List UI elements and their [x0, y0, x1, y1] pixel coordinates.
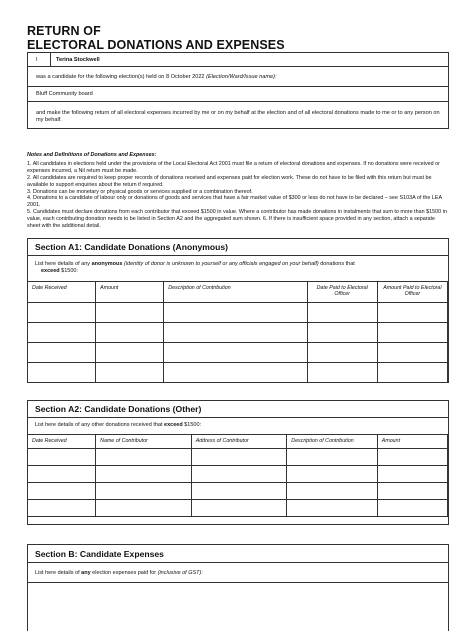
section-b: [27, 544, 449, 631]
table-cell[interactable]: [28, 500, 96, 517]
election-name-field[interactable]: Bluff Community board: [36, 91, 93, 97]
table-row: [28, 343, 448, 363]
table-cell[interactable]: [287, 449, 378, 466]
table-cell[interactable]: [377, 323, 447, 343]
table-cell[interactable]: [96, 449, 192, 466]
table-cell[interactable]: [377, 363, 447, 383]
table-row: [28, 466, 448, 483]
election-name-row: [28, 87, 448, 102]
column-header: Description of Contribution: [164, 282, 307, 303]
table-cell[interactable]: [96, 303, 164, 323]
table-cell[interactable]: [28, 363, 96, 383]
pronoun-label: I: [28, 53, 51, 66]
section-a2-description: List here details of any other donations received that exceed $1500:: [35, 422, 202, 428]
table-cell[interactable]: [287, 466, 378, 483]
table-row: [28, 500, 448, 517]
section-a1-description: List here details of any anonymous (identity of donor is unknown to yourself or any officials engaged on your behalf) donations that exceed $1500:: [35, 261, 355, 274]
table-cell[interactable]: [96, 323, 164, 343]
table-cell[interactable]: [28, 303, 96, 323]
candidate-text: was a candidate for the following election(s) held on 8 October 2022: [36, 73, 207, 80]
candidate-name-row: [28, 53, 448, 67]
election-hint: (Election/Ward/Issue name):: [206, 73, 277, 80]
table-cell[interactable]: [191, 483, 287, 500]
table-row: [28, 303, 448, 323]
table-row: [28, 363, 448, 383]
table-cell[interactable]: [164, 323, 307, 343]
document-title: [27, 24, 285, 52]
section-b-divider: [28, 582, 448, 583]
candidate-header-box: [27, 52, 449, 129]
table-cell[interactable]: [287, 483, 378, 500]
table-cell[interactable]: [96, 483, 192, 500]
table-row: [28, 323, 448, 343]
notes-section: [27, 152, 447, 230]
table-cell[interactable]: [164, 363, 307, 383]
column-header: Date Received: [28, 282, 96, 303]
section-a1: [27, 238, 449, 383]
column-header: Name of Contributor: [96, 435, 192, 449]
table-cell[interactable]: [307, 323, 377, 343]
note-item: 5. Candidates must declare donations from each contributor that exceed $1500 in value. Where a contributor has made donations in instalments that sum to more than $1500 in value, each contributing donation needs to be listed in Section A2 and the aggregated sum shown. 6. If there is insufficient space provided in any section, attach a separate sheet with the additional detail.: [27, 209, 447, 230]
table-cell[interactable]: [191, 466, 287, 483]
table-cell[interactable]: [28, 483, 96, 500]
table-cell[interactable]: [28, 449, 96, 466]
table-cell[interactable]: [377, 466, 447, 483]
table-cell[interactable]: [307, 363, 377, 383]
table-cell[interactable]: [96, 343, 164, 363]
section-a2: [27, 400, 449, 525]
candidate-name-field[interactable]: Terina Stockwell: [56, 56, 100, 63]
table-row: [28, 483, 448, 500]
note-item: 4. Donations to a candidate of labour only or donations of goods and services that have a fair market value of $300 or less do not have to be declared – see S103A of the LEA 2001.: [27, 195, 442, 209]
table-cell[interactable]: [96, 466, 192, 483]
column-header: Date Paid to Electoral Officer: [307, 282, 377, 303]
section-b-title: Section B: Candidate Expenses: [28, 545, 448, 563]
title-line-1: RETURN OF: [27, 24, 101, 38]
table-cell[interactable]: [28, 466, 96, 483]
candidate-election-row: [28, 67, 448, 87]
notes-heading: Notes and Definitions of Donations and Expenses:: [27, 152, 157, 158]
table-cell[interactable]: [28, 323, 96, 343]
table-cell[interactable]: [377, 303, 447, 323]
table-cell[interactable]: [28, 343, 96, 363]
column-header: Address of Contributor: [191, 435, 287, 449]
table-cell[interactable]: [377, 500, 447, 517]
column-header: Amount: [96, 282, 164, 303]
note-item: 1. All candidates in elections held under the provisions of the Local Electoral Act 2001 must file a return of electoral donations and expenses. If no donations were received or expenses incurred, a Nil return must be made.: [27, 160, 440, 174]
section-a1-table: [27, 281, 448, 383]
table-cell[interactable]: [377, 483, 447, 500]
return-statement: and make the following return of all electoral expenses incurred by me or on my behalf at the election and of all electoral donations made to me or to any person on my behalf.: [36, 110, 440, 124]
column-header: Date Received: [28, 435, 96, 449]
section-a1-title: Section A1: Candidate Donations (Anonymous): [28, 239, 448, 256]
column-header: Amount Paid to Electoral Officer: [377, 282, 447, 303]
table-cell[interactable]: [307, 343, 377, 363]
table-cell[interactable]: [287, 500, 378, 517]
column-header: Amount: [377, 435, 447, 449]
section-a2-title: Section A2: Candidate Donations (Other): [28, 401, 448, 418]
table-cell[interactable]: [191, 449, 287, 466]
table-cell[interactable]: [96, 500, 192, 517]
table-cell[interactable]: [307, 303, 377, 323]
note-item: 3. Donations can be monetary or physical goods or services supplied or a combination thereof.: [27, 188, 253, 195]
title-line-2: ELECTORAL DONATIONS AND EXPENSES: [27, 38, 285, 52]
column-header: Description of Contribution: [287, 435, 378, 449]
table-row: [28, 449, 448, 466]
table-cell[interactable]: [377, 449, 447, 466]
section-a2-table: [27, 434, 448, 517]
section-b-description: List here details of any election expenses paid for (inclusive of GST):: [35, 570, 203, 576]
table-cell[interactable]: [191, 500, 287, 517]
note-item: 2. All candidates are required to keep proper records of donations received and expenses paid for election work. These do not have to be filed with this return but must be available to support enquiries about the return if required.: [27, 174, 432, 188]
table-cell[interactable]: [164, 343, 307, 363]
table-cell[interactable]: [96, 363, 164, 383]
table-cell[interactable]: [377, 343, 447, 363]
table-cell[interactable]: [164, 303, 307, 323]
